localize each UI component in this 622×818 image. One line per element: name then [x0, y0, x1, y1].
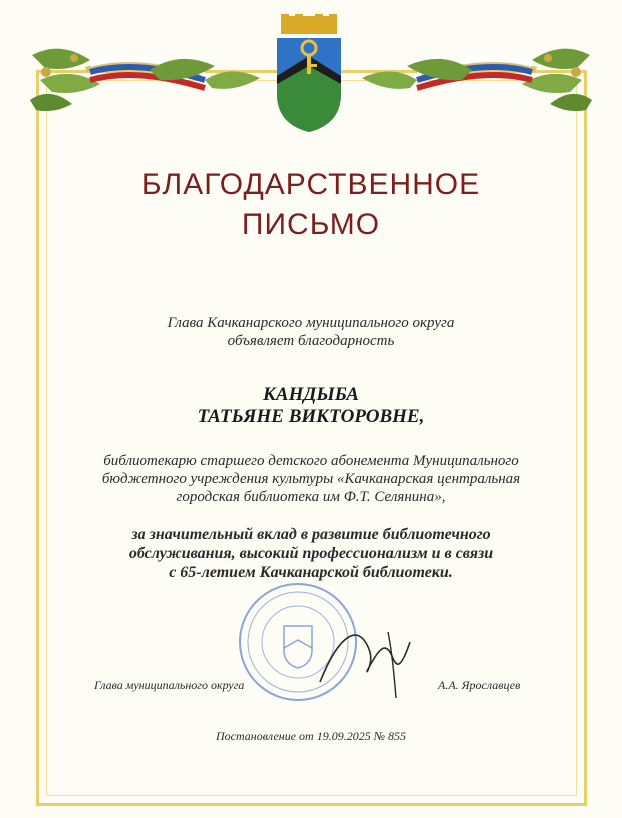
- reason-line3: с 65-летием Качканарской библиотеки.: [169, 564, 453, 581]
- recipient-surname: КАНДЫБА: [263, 384, 359, 405]
- recipient-given-names: ТАТЬЯНЕ ВИКТОРОВНЕ,: [197, 406, 425, 427]
- position-line3: городская библиотека им Ф.Т. Селянина»,: [176, 489, 446, 505]
- left-leaf-ornament: [30, 49, 260, 112]
- signatory-name: А.А. Ярославцев: [438, 678, 521, 692]
- intro-line1: Глава Качканарского муниципального округа: [167, 315, 455, 331]
- decree-reference: Постановление от 19.09.2025 № 855: [215, 729, 407, 743]
- document-title-line2: ПИСЬМО: [241, 208, 381, 241]
- position-line2: бюджетного учреждения культуры «Качканарская центральная: [101, 471, 521, 487]
- reason-line2: обслуживания, высокий профессионализм и в связи: [128, 545, 494, 562]
- handwritten-signature: [300, 612, 420, 702]
- signatory-role: Глава муниципального округа: [94, 678, 245, 692]
- position-line1: библиотекарю старшего детского абонемента Муниципального: [103, 453, 519, 469]
- right-leaf-ornament: [362, 49, 592, 112]
- reason-line1: за значительный вклад в развитие библиотечного: [131, 526, 491, 543]
- intro-line2: объявляет благодарность: [227, 333, 395, 349]
- document-title-line1: БЛАГОДАРСТВЕННОЕ: [141, 168, 481, 201]
- coat-of-arms-icon: [271, 14, 347, 134]
